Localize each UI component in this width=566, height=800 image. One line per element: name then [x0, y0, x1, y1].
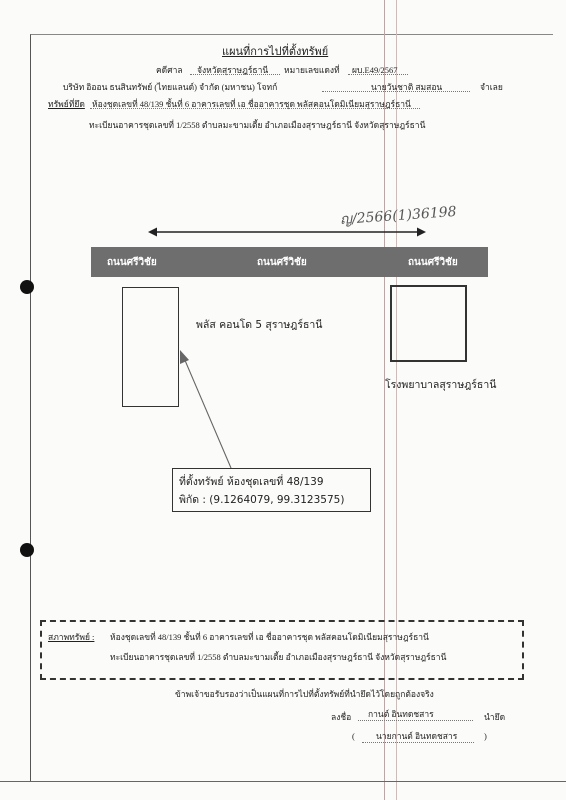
pointer-arrow	[176, 348, 236, 472]
seized-value: ห้องชุดเลขที่ 48/139 ชั้นที่ 6 อาคารเลขที่ เอ ชื่ออาคารชุด พลัสคอนโดมิเนียมสุราษฎร์ธานี	[92, 99, 411, 109]
registry-line: ทะเบียนอาคารชุดเลขที่ 1/2558 ตำบลมะขามเตี้ย อำเภอเมืองสุราษฎร์ธานี จังหวัดสุราษฎร์ธานี	[89, 120, 426, 130]
hospital-label: โรงพยาบาลสุราษฎร์ธานี	[385, 379, 497, 391]
case-no-value: ผบ.E49/2567	[352, 65, 398, 75]
document-title: แผนที่การไปที่ตั้งทรัพย์	[222, 46, 329, 58]
signature: กานต์ อินทดชสาร	[368, 709, 434, 719]
status-registry: ทะเบียนอาคารชุดเลขที่ 1/2558 ตำบลมะขามเตี้ย อำเภอเมืองสุราษฎร์ธานี จังหวัดสุราษฎร์ธานี	[110, 652, 447, 662]
punch-hole	[20, 543, 34, 557]
road-label: ถนนศรีวิชัย	[408, 257, 458, 268]
hospital-building	[390, 285, 467, 362]
certification-text: ข้าพเจ้าขอรับรองว่าเป็นแผนที่การไปที่ตั้งทรัพย์ที่นำยึดไว้โดยถูกต้องจริง	[175, 689, 434, 699]
condo-label: พลัส คอนโด 5 สุราษฎร์ธานี	[196, 319, 323, 331]
condo-building	[122, 287, 179, 407]
road-band	[91, 247, 488, 277]
printed-name: นายกานต์ อินทดชสาร	[376, 731, 458, 741]
defendant-suffix: จำเลย	[480, 82, 503, 92]
direction-arrow	[148, 226, 426, 238]
defendant: นายวันชาติ สมสอน	[371, 82, 443, 92]
court-label: คดีศาล	[156, 65, 183, 75]
road-label: ถนนศรีวิชัย	[257, 257, 307, 268]
case-no-label: หมายเลขแดงที่	[284, 65, 340, 75]
paren-open: (	[352, 731, 355, 741]
sign-role: นำยึด	[484, 712, 506, 722]
plaintiff: บริษัท อิออน ธนสินทรัพย์ (ไทยแลนด์) จำกัด (มหาชน) โจทก์	[63, 82, 278, 92]
location-line-1: ที่ตั้งทรัพย์ ห้องชุดเลขที่ 48/139	[179, 476, 324, 488]
location-callout	[172, 468, 371, 512]
court-value: จังหวัดสุราษฎร์ธานี	[197, 65, 269, 75]
status-label: สภาพทรัพย์ :	[48, 632, 95, 642]
status-value: ห้องชุดเลขที่ 48/139 ชั้นที่ 6 อาคารเลขที่ เอ ชื่ออาคารชุด พลัสคอนโดมิเนียมสุราษฎร์ธานี	[110, 632, 429, 642]
location-coordinates: พิกัด : (9.1264079, 99.3123575)	[179, 494, 345, 506]
sign-label: ลงชื่อ	[331, 712, 352, 722]
paren-close: )	[484, 731, 487, 741]
handwritten-note: ญ/2566(1)36198	[339, 203, 458, 229]
punch-hole	[20, 280, 34, 294]
property-status-box	[40, 620, 524, 680]
seized-label: ทรัพย์ที่ยึด	[48, 99, 85, 109]
bottom-edge	[0, 781, 566, 782]
road-label: ถนนศรีวิชัย	[107, 257, 157, 268]
